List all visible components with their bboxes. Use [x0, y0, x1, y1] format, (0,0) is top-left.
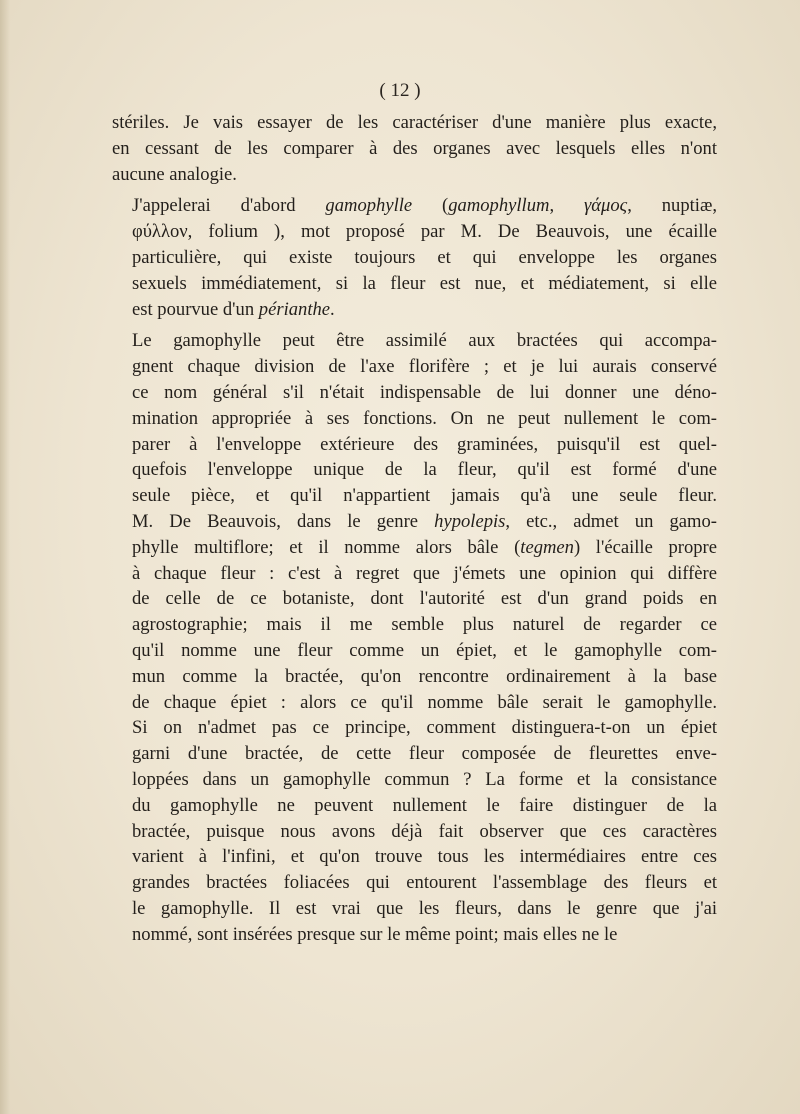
text-run: mun comme la bractée, qu'on rencontre ordinairement à la base: [132, 665, 717, 687]
italic-term: tegmen: [520, 536, 574, 558]
text-line: [112, 870, 717, 896]
text-line: [112, 110, 717, 136]
text-run: Le gamophylle peut être assimilé aux bractées qui accompa-: [132, 330, 717, 352]
text-line: [112, 219, 717, 245]
text-run: mination appropriée à ses fonctions. On ne peut nullement le com-: [132, 407, 717, 429]
text-run: J'appelerai d'abord: [132, 195, 326, 217]
text-run: à chaque fleur : c'est à regret que j'émets une opinion qui diffère: [132, 562, 717, 584]
text-run: grandes bractées foliacées qui entourent l'assemblage des fleurs et: [132, 872, 717, 894]
text-run: agrostographie; mais il me semble plus naturel de regarder ce: [132, 614, 717, 636]
text-run: seule pièce, et qu'il n'appartient jamais qu'à une seule fleur.: [132, 485, 717, 507]
italic-term: périanthe: [258, 298, 331, 320]
text-run: bractée, puisque nous avons déjà fait observer que ces caractères: [132, 820, 717, 842]
text-line: [112, 741, 717, 767]
text-line: [112, 535, 717, 561]
text-run: qu'il nomme une fleur comme un épiet, et le gamophylle com-: [132, 639, 717, 661]
text-line: [112, 586, 717, 612]
paragraph: [112, 110, 717, 187]
text-run: particulière, qui existe toujours et qui enveloppe les organes: [132, 246, 717, 268]
text-run: sexuels immédiatement, si la fleur est nue, et médiatement, si elle: [132, 272, 717, 294]
italic-term: hypolepis: [434, 510, 506, 532]
text-line: [112, 819, 717, 845]
text-run: .: [330, 298, 335, 320]
text-run: gnent chaque division de l'axe florifère ; et je lui aurais conservé: [132, 356, 717, 378]
text-run: ,: [549, 195, 584, 217]
text-run: (: [412, 195, 449, 217]
text-run: ce nom général s'il n'était indispensable de lui donner une déno-: [132, 381, 717, 403]
text-line: [112, 561, 717, 587]
text-line: [112, 690, 717, 716]
text-line: [112, 612, 717, 638]
text-line: [112, 328, 717, 354]
text-run: quefois l'enveloppe unique de la fleur, qu'il est formé d'une: [132, 459, 717, 481]
text-line: [112, 162, 717, 188]
text-run: est pourvue d'un: [132, 298, 259, 320]
page-number: ( 12 ): [379, 80, 421, 101]
text-run: de celle de ce botaniste, dont l'autorité est d'un grand poids en: [132, 588, 717, 610]
text-run: de chaque épiet : alors ce qu'il nomme bâle serait le gamophylle.: [132, 691, 717, 713]
text-line: [112, 509, 717, 535]
text-line: [112, 767, 717, 793]
text-line: [112, 793, 717, 819]
text-run: nommé, sont insérées presque sur le même point; mais elles ne le: [132, 923, 618, 945]
italic-term: gamophylle: [325, 195, 413, 217]
italic-term: γάμος: [583, 195, 628, 217]
text-line: [112, 844, 717, 870]
italic-term: gamophyllum: [448, 195, 550, 217]
text-line: [112, 193, 717, 219]
text-line: [112, 245, 717, 271]
text-line: [112, 271, 717, 297]
paragraph: [112, 193, 717, 322]
text-line: [112, 406, 717, 432]
text-line: [112, 432, 717, 458]
text-line: [112, 896, 717, 922]
text-line: [112, 354, 717, 380]
text-run: , etc., admet un gamo-: [505, 510, 717, 532]
text-run: en cessant de les comparer à des organes avec lesquels elles n'ont: [112, 137, 717, 159]
body-text: [112, 110, 717, 948]
text-line: [112, 638, 717, 664]
text-run: ) l'écaille propre: [573, 536, 717, 558]
text-line: [112, 483, 717, 509]
text-run: le gamophylle. Il est vrai que les fleurs, dans le genre que j'ai: [132, 897, 717, 919]
text-line: [112, 297, 717, 323]
text-run: phylle multiflore; et il nomme alors bâle (: [132, 536, 521, 558]
text-line: [112, 380, 717, 406]
text-run: stériles. Je vais essayer de les caractériser d'une manière plus exacte,: [112, 112, 717, 133]
text-run: aucune analogie.: [112, 163, 237, 185]
text-run: du gamophylle ne peuvent nullement le faire distinguer de la: [132, 794, 717, 816]
text-run: varient à l'infini, et qu'on trouve tous les intermédiaires entre ces: [132, 846, 717, 868]
text-run: , nuptiæ,: [627, 195, 718, 217]
text-run: Si on n'admet pas ce principe, comment distinguera-t-on un épiet: [132, 717, 717, 739]
text-line: [112, 664, 717, 690]
text-run: φύλλον, folium ), mot proposé par M. De Beauvois, une écaille: [132, 221, 717, 243]
text-line: [112, 715, 717, 741]
page-edge-shadow: [0, 0, 10, 1114]
text-run: M. De Beauvois, dans le genre: [132, 510, 435, 532]
text-run: garni d'une bractée, de cette fleur composée de fleurettes enve-: [132, 743, 717, 765]
text-run: loppées dans un gamophylle commun ? La forme et la consistance: [132, 768, 717, 790]
text-line: [112, 136, 717, 162]
text-line: [112, 922, 717, 948]
text-line: [112, 457, 717, 483]
paragraph: [112, 328, 717, 947]
text-run: parer à l'enveloppe extérieure des graminées, puisqu'il est quel-: [132, 433, 717, 455]
